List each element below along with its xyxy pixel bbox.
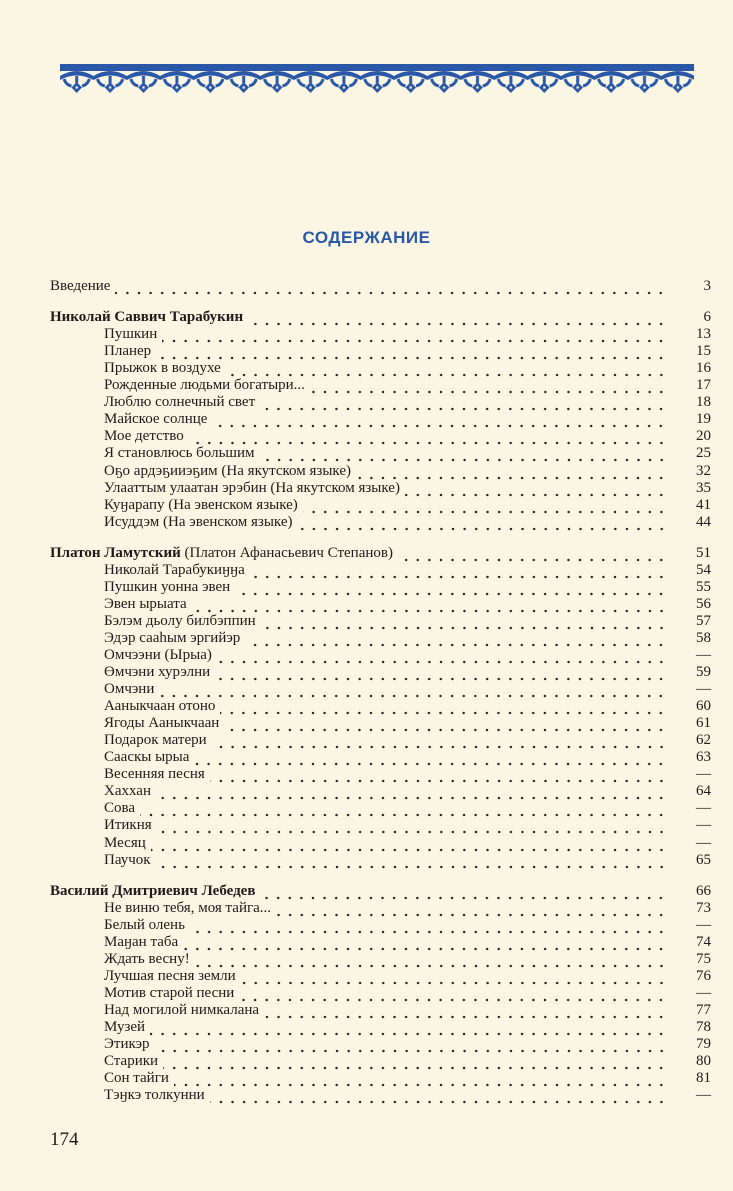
- entry-title: Паучок: [104, 851, 151, 868]
- entry-title: Омчээни (Ырыа): [104, 646, 212, 663]
- entry-title: Прыжок в воздухе: [104, 360, 221, 377]
- entry-title: Исуддэм (На эвенском языке): [104, 513, 293, 530]
- toc-entry: [50, 360, 711, 377]
- entry-page-number: —: [696, 984, 711, 1001]
- table-of-contents: [50, 278, 711, 1104]
- entry-title: Белый олень: [104, 916, 185, 933]
- dot-leader: [183, 934, 667, 951]
- toc-section-author: [50, 545, 711, 562]
- entry-title: Омчэни: [104, 681, 155, 698]
- entry-page-number: 18: [696, 394, 711, 411]
- entry-page-number: —: [696, 834, 711, 851]
- dot-leader: [189, 428, 667, 445]
- dot-leader: [356, 463, 667, 480]
- dot-leader: [303, 497, 667, 514]
- toc-entry: [50, 1002, 711, 1019]
- entry-page-number: 66: [696, 882, 711, 899]
- toc-entry: [50, 445, 711, 462]
- entry-title: Итикня: [104, 817, 152, 834]
- entry-title: [50, 545, 398, 562]
- entry-page-number: —: [696, 800, 711, 817]
- toc-entry: [50, 698, 711, 715]
- entry-page-number: 81: [696, 1070, 711, 1087]
- entry-page-number: 13: [696, 326, 711, 343]
- entry-title: [50, 883, 260, 900]
- toc-entry: [50, 951, 711, 968]
- toc-entry: [50, 630, 711, 647]
- entry-page-number: 6: [703, 309, 711, 326]
- dot-leader: [235, 579, 667, 596]
- author-full-name: (Платон Афанасьевич Степанов): [184, 544, 393, 561]
- entry-title: Тэӈкэ толкунни: [104, 1087, 205, 1104]
- dot-leader: [195, 951, 667, 968]
- entry-page-number: 56: [696, 595, 711, 612]
- entry-title: Өмчэни хурэлни: [104, 664, 211, 681]
- entry-title: Люблю солнечный свет: [104, 394, 256, 411]
- toc-entry: [50, 934, 711, 951]
- author-name: Введение: [50, 278, 111, 295]
- dot-leader: [150, 1019, 667, 1036]
- toc-entry: [50, 783, 711, 800]
- dot-leader: [215, 664, 667, 681]
- entry-title: Не виню тебя, моя тайга...: [104, 899, 272, 916]
- toc-entry: [50, 900, 711, 917]
- entry-page-number: —: [696, 1087, 711, 1104]
- entry-page-number: 17: [696, 377, 711, 394]
- dot-leader: [260, 883, 667, 900]
- entry-title: Этикэр: [104, 1036, 150, 1053]
- dot-leader: [224, 715, 667, 732]
- entry-title: Месяц: [104, 834, 146, 851]
- dot-leader: [194, 749, 667, 766]
- entry-page-number: 63: [696, 749, 711, 766]
- dot-leader: [156, 783, 667, 800]
- entry-page-number: 44: [696, 513, 711, 530]
- dot-leader: [210, 1087, 667, 1104]
- toc-entry: [50, 715, 711, 732]
- entry-title: Над могилой нимкалана: [104, 1001, 260, 1018]
- dot-leader: [310, 377, 667, 394]
- toc-entry: [50, 343, 711, 360]
- dot-leader: [159, 681, 667, 698]
- toc-entry: [50, 968, 711, 985]
- entry-title: Весенняя песня: [104, 766, 205, 783]
- dot-leader: [140, 800, 667, 817]
- entry-page-number: 65: [696, 851, 711, 868]
- entry-page-number: —: [696, 817, 711, 834]
- toc-entry: [50, 917, 711, 934]
- entry-title: Николай Тарабукиӈӈа: [104, 561, 245, 578]
- toc-entry: [50, 1087, 711, 1104]
- dot-leader: [157, 817, 667, 834]
- entry-page-number: 20: [696, 428, 711, 445]
- dot-leader: [115, 278, 667, 295]
- entry-title: Музей: [104, 1018, 146, 1035]
- entry-page-number: 55: [696, 578, 711, 595]
- dot-leader: [276, 900, 667, 917]
- entry-title: [50, 278, 115, 295]
- entry-title: Сова: [104, 800, 136, 817]
- dot-leader: [174, 1070, 667, 1087]
- entry-title: Ждать весну!: [104, 950, 190, 967]
- entry-page-number: 74: [696, 933, 711, 950]
- entry-title: Сааскы ырыа: [104, 749, 190, 766]
- entry-title: Пушкин уонна эвен: [104, 578, 231, 595]
- dot-leader: [260, 445, 668, 462]
- toc-section-author: [50, 883, 711, 900]
- toc-entry: [50, 596, 711, 613]
- dot-leader: [155, 1036, 667, 1053]
- toc-entry: [50, 985, 711, 1002]
- entry-page-number: 64: [696, 783, 711, 800]
- toc-entry: [50, 428, 711, 445]
- author-name: Николай Саввич Тарабукин: [50, 309, 244, 326]
- entry-title: Оҕо ардэҕииэҕим (На якутском языке): [104, 462, 351, 479]
- entry-title: Я становлюсь большим: [104, 445, 255, 462]
- entry-page-number: 62: [696, 732, 711, 749]
- entry-title: Рожденные людьми богатыри...: [104, 377, 305, 394]
- toc-entry: [50, 681, 711, 698]
- toc-entry: [50, 613, 711, 630]
- dot-leader: [220, 698, 667, 715]
- entry-page-number: 19: [696, 411, 711, 428]
- dot-leader: [261, 613, 667, 630]
- toc-entry: [50, 394, 711, 411]
- toc-entry: [50, 647, 711, 664]
- entry-title: Планер: [104, 343, 152, 360]
- dot-leader: [210, 766, 667, 783]
- entry-title: [50, 309, 248, 326]
- entry-page-number: 80: [696, 1053, 711, 1070]
- entry-page-number: —: [696, 646, 711, 663]
- dot-leader: [192, 596, 667, 613]
- toc-entry: [50, 579, 711, 596]
- toc-entry: [50, 1070, 711, 1087]
- toc-entry: [50, 480, 711, 497]
- dot-leader: [162, 326, 667, 343]
- toc-section-author: [50, 309, 711, 326]
- toc-entry: [50, 411, 711, 428]
- entry-title: Подарок матери: [104, 732, 207, 749]
- dot-leader: [212, 732, 667, 749]
- author-name: Василий Дмитриевич Лебедев: [50, 882, 256, 899]
- toc-entry: [50, 326, 711, 343]
- entry-page-number: 79: [696, 1036, 711, 1053]
- entry-title: Куӈарапу (На эвенском языке): [104, 496, 298, 513]
- entry-page-number: —: [696, 916, 711, 933]
- entry-title: Пушкин: [104, 326, 158, 343]
- entry-page-number: 58: [696, 629, 711, 646]
- entry-page-number: 59: [696, 664, 711, 681]
- entry-page-number: —: [696, 681, 711, 698]
- author-name: Платон Ламутский: [50, 544, 181, 561]
- dot-leader: [212, 411, 667, 428]
- toc-entry: [50, 497, 711, 514]
- section-spacer: [50, 531, 711, 545]
- dot-leader: [156, 343, 667, 360]
- toc-entry: [50, 377, 711, 394]
- entry-title: Эдэр сааһым эргийэр: [104, 629, 241, 646]
- toc-entry: [50, 462, 711, 479]
- entry-page-number: 25: [696, 445, 711, 462]
- dot-leader: [250, 562, 667, 579]
- entry-page-number: —: [696, 766, 711, 783]
- entry-title: Майское солнце: [104, 411, 208, 428]
- dot-leader: [248, 309, 667, 326]
- toc-entry: [50, 1036, 711, 1053]
- toc-entry: [50, 514, 711, 531]
- decorative-ornament-border: [60, 64, 694, 98]
- entry-page-number: 15: [696, 343, 711, 360]
- entry-page-number: 51: [696, 544, 711, 561]
- entry-title: Мотив старой песни: [104, 984, 235, 1001]
- entry-title: Лучшая песня земли: [104, 967, 236, 984]
- entry-title: Сон тайги: [104, 1070, 169, 1087]
- toc-entry: [50, 817, 711, 834]
- entry-title: Старики: [104, 1053, 159, 1070]
- entry-page-number: 61: [696, 715, 711, 732]
- section-spacer: [50, 869, 711, 883]
- entry-page-number: 73: [696, 899, 711, 916]
- dot-leader: [405, 480, 667, 497]
- toc-entry: [50, 1053, 711, 1070]
- entry-page-number: 32: [696, 462, 711, 479]
- dot-leader: [239, 985, 667, 1002]
- dot-leader: [156, 852, 667, 869]
- dot-leader: [245, 630, 667, 647]
- entry-page-number: 77: [696, 1001, 711, 1018]
- toc-entry: [50, 834, 711, 851]
- entry-page-number: 41: [696, 496, 711, 513]
- dot-leader: [226, 360, 667, 377]
- dot-leader: [398, 545, 667, 562]
- toc-entry: [50, 800, 711, 817]
- toc-entry: [50, 766, 711, 783]
- dot-leader: [163, 1053, 667, 1070]
- entry-page-number: 35: [696, 479, 711, 496]
- section-spacer: [50, 295, 711, 309]
- entry-title: Эвен ырыата: [104, 595, 187, 612]
- dot-leader: [260, 394, 667, 411]
- dot-leader: [264, 1002, 667, 1019]
- entry-page-number: 76: [696, 967, 711, 984]
- dot-leader: [217, 647, 667, 664]
- entry-page-number: 60: [696, 698, 711, 715]
- entry-title: Мое детство: [104, 428, 184, 445]
- entry-title: Улааттым улаатан эрэбин (На якутском языке): [104, 479, 400, 496]
- toc-entry: [50, 664, 711, 681]
- entry-title: Маӈан таба: [104, 933, 179, 950]
- toc-entry: [50, 1019, 711, 1036]
- entry-title: Бэлэм дьолу билбэппин: [104, 612, 256, 629]
- toc-entry: [50, 749, 711, 766]
- dot-leader: [298, 514, 668, 531]
- page-title: СОДЕРЖАНИЕ: [302, 228, 431, 247]
- toc-entry: [50, 852, 711, 869]
- entry-title: Ааныкчаан отоно: [104, 698, 216, 715]
- toc-entry-intro: [50, 278, 711, 295]
- entry-page-number: 75: [696, 950, 711, 967]
- dot-leader: [241, 968, 667, 985]
- toc-entry: [50, 732, 711, 749]
- dot-leader: [151, 835, 667, 852]
- entry-page-number: 57: [696, 612, 711, 629]
- toc-entry: [50, 562, 711, 579]
- entry-page-number: 16: [696, 360, 711, 377]
- entry-title: Ягоды Ааныкчаан: [104, 715, 220, 732]
- entry-page-number: 54: [696, 561, 711, 578]
- dot-leader: [190, 917, 667, 934]
- page-number: 174: [50, 1129, 79, 1150]
- entry-page-number: 3: [703, 278, 711, 295]
- entry-title: Хаххан: [104, 783, 151, 800]
- entry-page-number: 78: [696, 1018, 711, 1035]
